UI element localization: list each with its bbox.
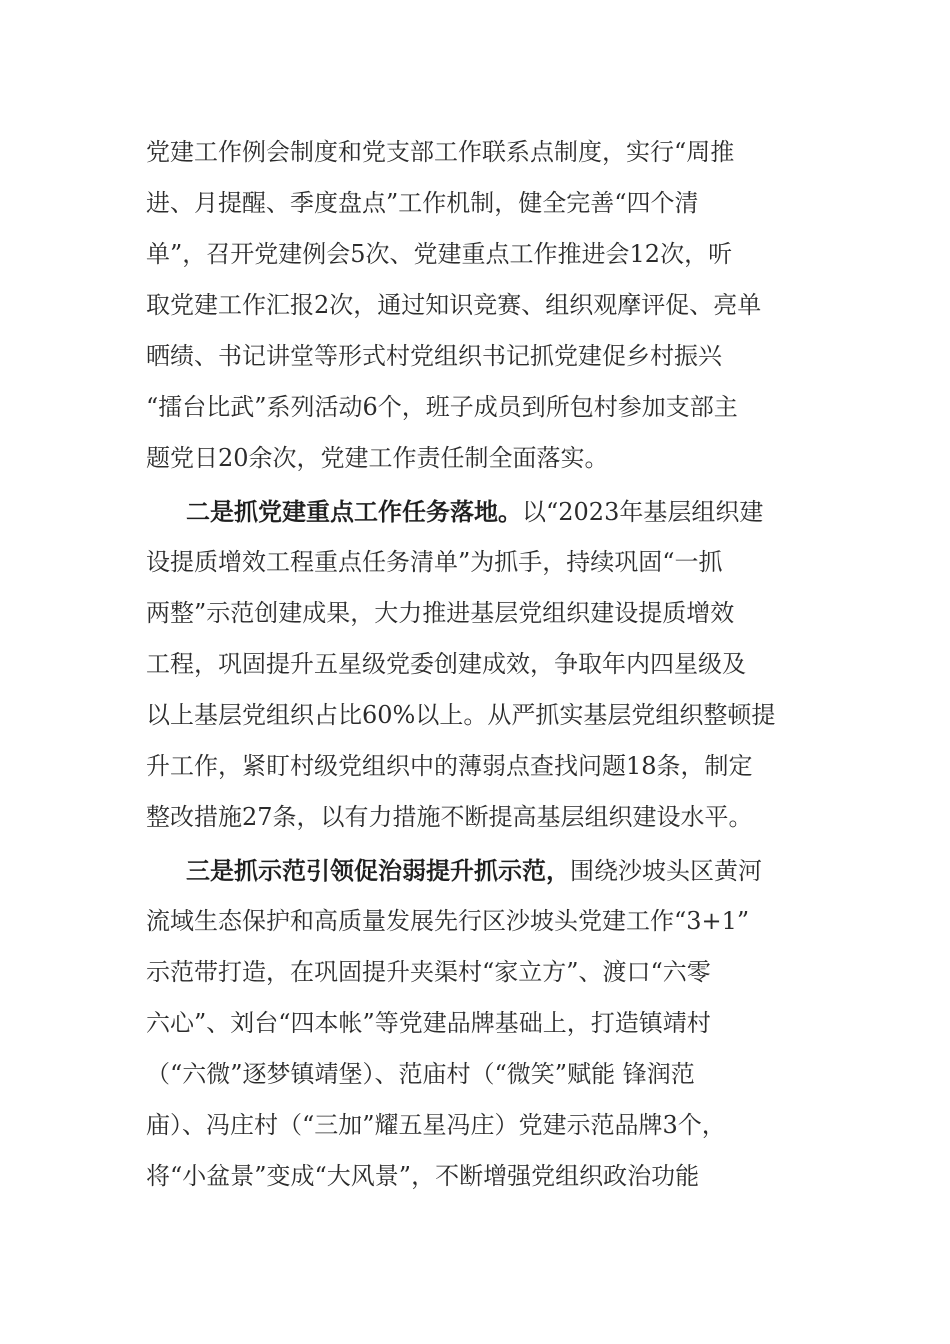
text-line: 将“小盆景”变成“大风景”，不断增强党组织政治功能 bbox=[146, 1162, 700, 1190]
text-line: 设提质增效工程重点任务清单”为抓手，持续巩固“一抓 bbox=[146, 548, 723, 576]
text-line-rest: 以“2023年基层组织建 bbox=[522, 498, 764, 526]
body-text bbox=[146, 127, 811, 1202]
paragraph-lead-heading: 三是抓示范引领促治弱提升抓示范， bbox=[186, 856, 570, 885]
text-line: 晒绩、书记讲堂等形式村党组织书记抓党建促乡村振兴 bbox=[146, 342, 722, 370]
text-line: 进、月提醒、季度盘点”工作机制，健全完善“四个清 bbox=[146, 189, 699, 217]
paragraph-2 bbox=[146, 486, 811, 843]
paragraph-lead-heading: 二是抓党建重点工作任务落地。 bbox=[186, 497, 522, 526]
text-line: 整改措施27条，以有力措施不断提高基层组织建设水平。 bbox=[146, 803, 753, 831]
text-line-rest: 围绕沙坡头区黄河 bbox=[570, 857, 762, 885]
text-line: 工程，巩固提升五星级党委创建成效，争取年内四星级及 bbox=[146, 650, 746, 678]
text-line: 取党建工作汇报2次，通过知识竞赛、组织观摩评促、亮单 bbox=[146, 291, 762, 319]
paragraph-3 bbox=[146, 845, 811, 1202]
text-line-first bbox=[146, 486, 811, 537]
text-line: 题党日20余次，党建工作责任制全面落实。 bbox=[146, 444, 609, 472]
text-line: 两整”示范创建成果，大力推进基层党组织建设提质增效 bbox=[146, 599, 735, 627]
text-line: 六心”、刘台“四本帐”等党建品牌基础上，打造镇靖村 bbox=[146, 1009, 711, 1037]
text-line: 以上基层党组织占比60%以上。从严抓实基层党组织整顿提 bbox=[146, 701, 776, 729]
text-line: 党建工作例会制度和党支部工作联系点制度，实行“周推 bbox=[146, 138, 735, 166]
text-line: 单”，召开党建例会5次、党建重点工作推进会12次，听 bbox=[146, 240, 733, 268]
text-line: （“六微”逐梦镇靖堡）、范庙村（“微笑”赋能 锋润范 bbox=[146, 1060, 695, 1088]
text-line: 示范带打造，在巩固提升夹渠村“家立方”、渡口“六零 bbox=[146, 958, 711, 986]
text-line: 庙）、冯庄村（“三加”耀五星冯庄）党建示范品牌3个， bbox=[146, 1111, 726, 1139]
paragraph-1 bbox=[146, 127, 811, 484]
text-line-first bbox=[146, 845, 811, 896]
text-line: 流域生态保护和高质量发展先行区沙坡头党建工作“3+1” bbox=[146, 907, 750, 935]
text-line: 升工作，紧盯村级党组织中的薄弱点查找问题18条，制定 bbox=[146, 752, 753, 780]
text-line: “擂台比武”系列活动6个，班子成员到所包村参加支部主 bbox=[146, 393, 738, 421]
